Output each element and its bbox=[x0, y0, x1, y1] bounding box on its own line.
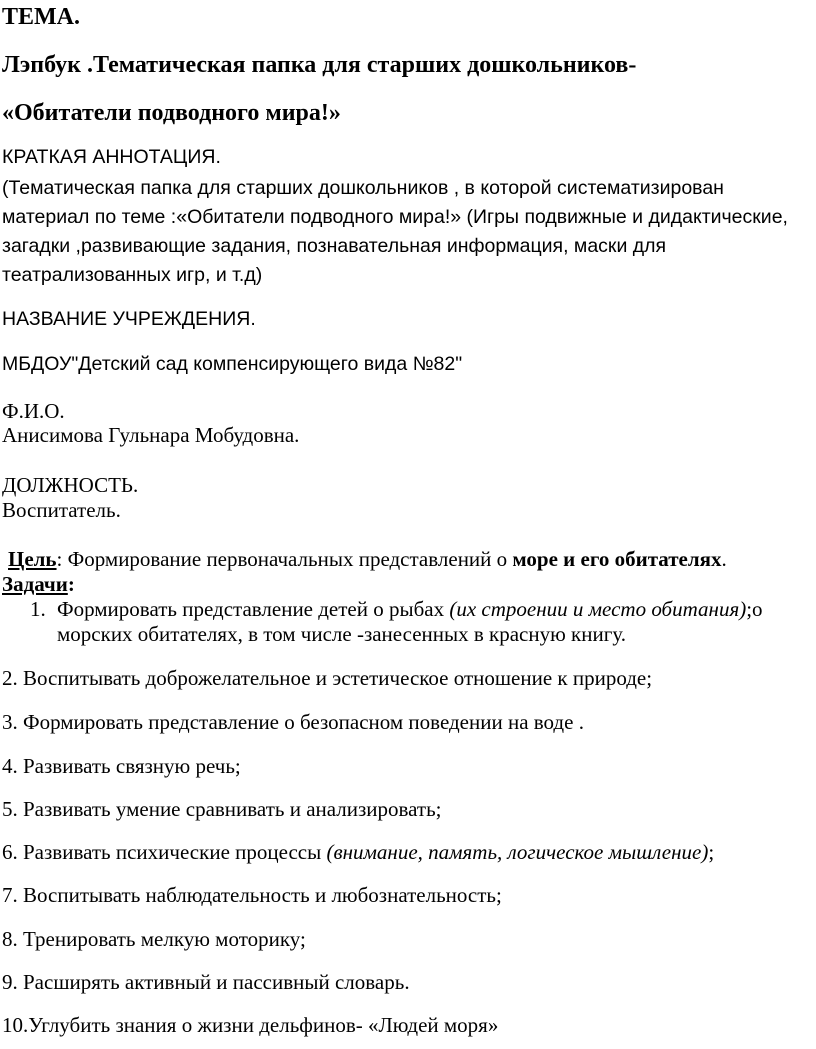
task-3: 3. Формировать представление о безопасном поведении на воде . bbox=[2, 710, 584, 734]
goal-bold-text: море и его обитателях bbox=[512, 547, 722, 571]
annotation-line-2: материал по теме :«Обитатели подводного мира!» (Игры подвижные и дидактические, bbox=[2, 206, 788, 228]
goal-text-end: . bbox=[721, 547, 727, 571]
institution-value: МБДОУ"Детский сад компенсирующего вида №82" bbox=[2, 353, 463, 375]
institution-label: НАЗВАНИЕ УЧРЕЖДЕНИЯ. bbox=[2, 308, 256, 330]
task-1-italic: (их строении и место обитания) bbox=[449, 597, 747, 621]
goal-text: : Формирование первоначальных представлений о bbox=[56, 547, 513, 571]
annotation-line-1: (Тематическая папка для старших дошкольников , в которой систематизирован bbox=[2, 177, 724, 199]
task-4: 4. Развивать связную речь; bbox=[2, 754, 241, 778]
task-6-text-end: ; bbox=[708, 840, 715, 864]
task-6-text: 6. Развивать психические процессы bbox=[2, 840, 327, 864]
tasks-label-suffix: : bbox=[67, 572, 75, 596]
task-1-line-2: морских обитателях, в том числе -занесенных в красную книгу. bbox=[57, 622, 626, 646]
title-line-2: «Обитатели подводного мира!» bbox=[2, 100, 341, 126]
task-10: 10.Углубить знания о жизни дельфинов- «Людей моря» bbox=[2, 1013, 499, 1037]
annotation-line-3: загадки ,развивающие задания, познавательная информация, маски для bbox=[2, 235, 667, 257]
task-1-number: 1. bbox=[30, 597, 46, 621]
fio-label: Ф.И.О. bbox=[2, 399, 65, 423]
task-1-text: Формировать представление детей о рыбах bbox=[57, 597, 450, 621]
annotation-line-4: театрализованных игр, и т.д) bbox=[2, 264, 263, 286]
task-2: 2. Воспитывать доброжелательное и эстетическое отношение к природе; bbox=[2, 666, 653, 690]
fio-value: Анисимова Гульнара Мобудовна. bbox=[2, 423, 300, 447]
annotation-label: КРАТКАЯ АННОТАЦИЯ. bbox=[2, 146, 221, 168]
task-5: 5. Развивать умение сравнивать и анализировать; bbox=[2, 797, 442, 821]
task-1-line-1 bbox=[57, 597, 763, 621]
task-7: 7. Воспитывать наблюдательность и любознательность; bbox=[2, 883, 502, 907]
tema-heading: ТЕМА. bbox=[2, 4, 80, 30]
title-line-1: Лэпбук .Тематическая папка для старших дошкольников- bbox=[2, 52, 637, 78]
task-1-text-end: ;о bbox=[746, 597, 763, 621]
task-6 bbox=[2, 840, 714, 864]
tasks-heading bbox=[2, 572, 75, 596]
position-label: ДОЛЖНОСТЬ. bbox=[2, 473, 139, 497]
task-9: 9. Расширять активный и пассивный словарь. bbox=[2, 970, 410, 994]
task-6-italic: (внимание, память, логическое мышление) bbox=[326, 840, 709, 864]
goal-line bbox=[8, 547, 727, 571]
tasks-label: Задачи bbox=[2, 572, 68, 596]
goal-label: Цель bbox=[8, 547, 57, 571]
task-8: 8. Тренировать мелкую моторику; bbox=[2, 927, 306, 951]
position-value: Воспитатель. bbox=[2, 498, 121, 522]
